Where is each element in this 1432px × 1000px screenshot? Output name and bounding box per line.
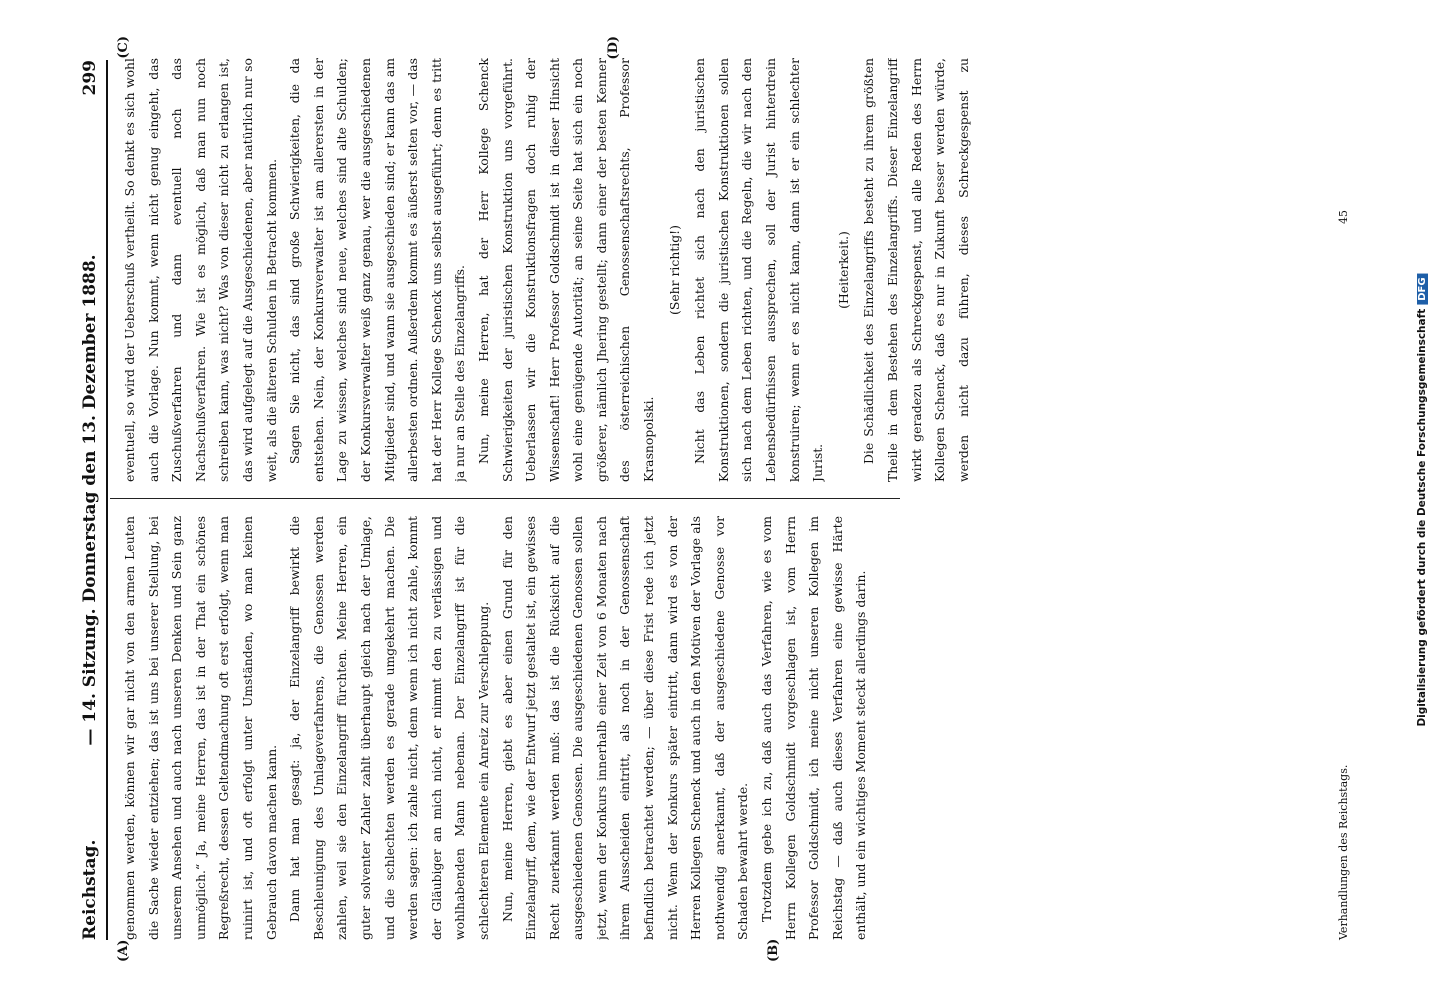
header-session-date: — 14. Sitzung. Donnerstag den 13. Dezember 1888. — [80, 254, 100, 746]
paragraph: Die Schädlichkeit des Einzelangriffs besteht zu ihrem größten Theile in dem Bestehen des Einzelangriffs. Dieser Einzelangriff wirkt geradezu als Schreckgespenst, und alle Reden des Herrn Kollegen Schenck, daß es nur in Zukunft besser werden würde, werden nicht dazu führen, dieses Schreckgespenst zu — [861, 58, 971, 482]
paragraph: Trotzdem gebe ich zu, daß auch das Verfahren, wie es vom Herrn Kollegen Goldschmidt vorgeschlagen ist, vom Herrn Professor Goldschmidt, ich meine nicht unseren Kollegen im Reichstag — daß auch dieses Verfahren eine gewisse Härte enthält, und ein wichtiges Moment steckt allerdings darin. — [759, 516, 869, 940]
interjection: (Sehr richtig!) — [666, 225, 682, 315]
margin-marker-d: (D) — [606, 36, 621, 60]
credit-text: Digitalisierung gefördert durch die Deutsche Forschungsgemeinschaft — [1416, 308, 1428, 727]
right-text-column — [118, 58, 978, 482]
interjection: (Heiterkeit.) — [835, 231, 851, 309]
margin-marker-b: (B) — [766, 938, 781, 962]
paragraph: eventuell, so wird der Ueberschuß vertheilt. So denkt es sich wohl auch die Vorlage. Nun kommt, wenn nicht genug eingeht, das Zuschußverfahren und dann eventuell noch das Nachschußverfahren. Wie ist es möglich, daß man nun noch schreiben kann, was nicht? Was von dieser nicht zu erlangen ist, das wird aufgelegt auf die Ausgeschiedenen, aber natürlich nur so weit, als die älteren Schulden in Betracht kommen. — [122, 58, 279, 482]
margin-marker-c: (C) — [116, 36, 131, 59]
rotated-document-page — [46, 36, 1386, 962]
paragraph: Sagen Sie nicht, das sind große Schwierigkeiten, die da entstehen. Nein, der Konkursverwalter ist am allerersten in der Lage zu wissen, welches sind neue, welches sind alte Schulden; der Konkursverwalter weiß ganz genau, wer die ausgeschiedenen Mitglieder sind, und wann sie ausgeschieden sind; er kann das am allerbesten ordnen. Außerdem kommt es äußerst selten vor, — das hat der Herr Kollege Schenck uns selbst ausgeführt; denn es tritt ja nur an Stelle des Einzelangriffs. — [287, 58, 468, 482]
column-divider — [110, 498, 900, 499]
dfg-logo-badge: DFG — [1417, 273, 1428, 304]
footer-left: Verhandlungen des Reichstags. — [1337, 764, 1350, 940]
paragraph: Nicht das Leben richtet sich nach den juristischen Konstruktionen, sondern die juristischen Konstruktionen sollen sich nach dem Leben richten, und die Regeln, die wir nach den Lebensbedürfnissen aussprechen, soll der Jurist hinterdrein konstruiren; wenn er es nicht kann, dann ist er ein schlechter Jurist. — [692, 58, 826, 482]
footer-signature-number: 45 — [1337, 210, 1350, 224]
page-number: 299 — [80, 60, 100, 96]
running-header — [80, 60, 102, 940]
left-text-column — [118, 516, 898, 940]
paragraph: Nun, meine Herren, hat der Herr Kollege Schenck Schwierigkeiten der juristischen Konstruktion uns vorgeführt. Ueberlassen wir die Konstruktionsfragen doch ruhig der Wissenschaft! Herr Professor Goldschmidt ist in dieser Hinsicht wohl eine genügende Autorität; an seine Seite hat sich ein noch größerer, nämlich Jhering gestellt; dann einer der besten Kenner des österreichischen Genossenschaftsrechts, Professor Krasnopolski. — [475, 58, 657, 482]
header-rule — [106, 60, 108, 940]
header-left: Reichstag. — [80, 839, 100, 940]
paragraph: genommen werden, können wir gar nicht von den armen Leuten die Sache wieder entziehen; das ist uns bei unserer Stellung, bei unserem Ansehen und auch nach unseren Denken und Sein ganz unmöglich.“ Ja, meine Herren, das ist in der That ein schönes Regreßrecht, dessen Geltendmachung oft erst erfolgt, wenn man ruinirt ist, und oft erfolgt unter Umständen, wo man keinen Gebrauch davon machen kann. — [122, 516, 279, 940]
margin-marker-a: (A) — [116, 939, 131, 962]
paragraph: Nun, meine Herren, giebt es aber einen Grund für den Einzelangriff, dem, wie der Entwurf jetzt gestaltet ist, ein gewisses Recht zuerkannt werden muß: das ist die Rücksicht auf die ausgeschiedenen Genossen. Die ausgeschiedenen Genossen sollen jetzt, wenn der Konkurs innerhalb einer Zeit von 6 Monaten nach ihrem Ausscheiden eintritt, als noch in der Genossenschaft befindlich betrachtet werden; — über diese Frist rede ich jetzt nicht. Wenn der Konkurs später eintritt, dann wird es von der Herren Kollegen Schenck und auch in den Motiven der Vorlage als nothwendig anerkannt, daß der ausgeschiedene Genosse vor Schaden bewahrt werde. — [499, 516, 751, 940]
digitization-credit — [1416, 273, 1428, 726]
paragraph: Dann hat man gesagt: ja, der Einzelangriff bewirkt die Beschleunigung des Umlageverfahrens, die Genossen werden zahlen, weil sie den Einzelangriff fürchten. Meine Herren, ein guter solventer Zahler zahlt überhaupt gleich nach der Umlage, und die schlechten werden es gerade umgekehrt machen. Die werden sagen: ich zahle nicht, denn wenn ich nicht zahle, kommt der Gläubiger an mich nicht, er nimmt den zu verlässigen und wohlhabenden Mann nebenan. Der Einzelangriff ist für die schlechteren Elemente ein Anreiz zur Verschleppung. — [287, 516, 491, 940]
